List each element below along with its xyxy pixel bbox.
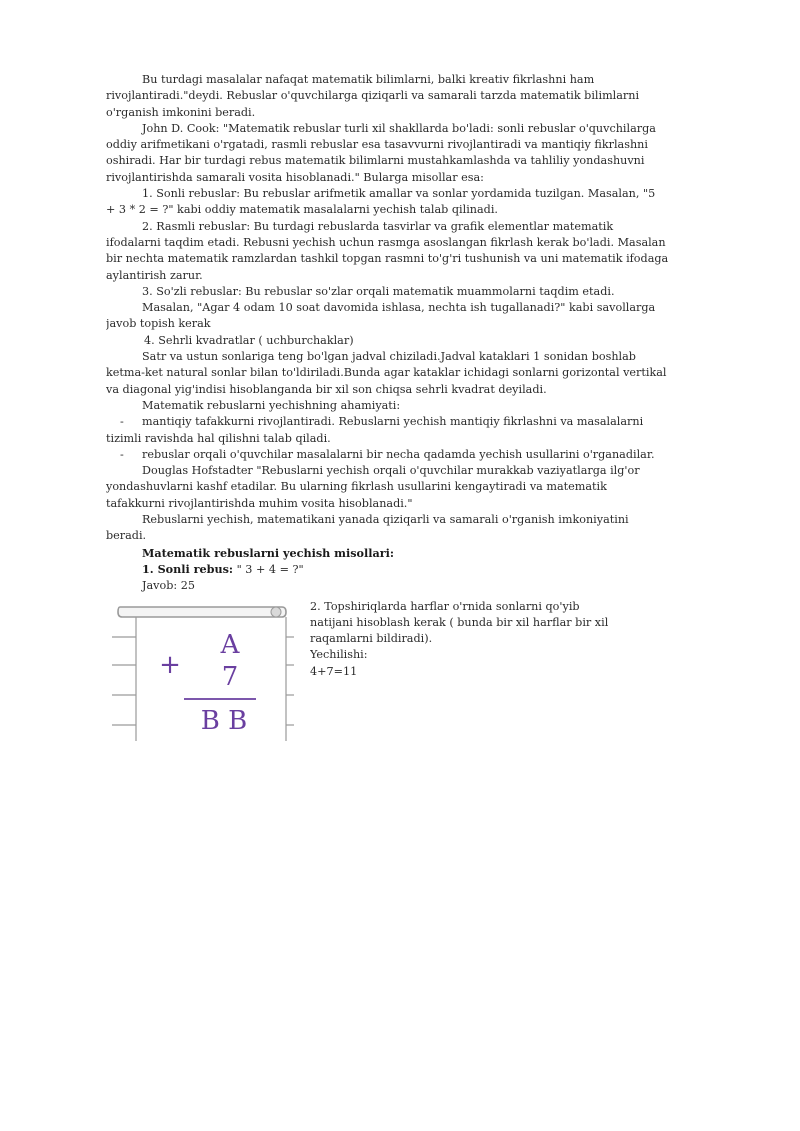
text-line: yondashuvlarni kashf etadilar. Bu ularning fikrlash usullarini kengaytiradi va matematik: [106, 480, 607, 494]
text-line: rivojlantirishda samarali vosita hisoblanadi." Bularga misollar esa:: [106, 170, 484, 184]
text-line: beradi.: [106, 529, 147, 543]
text-line: rivojlantiradi."deydi. Rebuslar o'quvchilarga qiziqarli va samarali tarzda matematik bilimlarni: [106, 89, 640, 103]
text-line: natijani hisoblash kerak ( bunda bir xil harflar bir xil: [310, 615, 609, 629]
text-line: va diagonal yig'indisi hisoblanganda bir xil son chiqsa sehrli kvadrat deyiladi.: [106, 382, 547, 396]
rebus-middle: 7: [221, 661, 239, 692]
text-line: Yechilishi:: [310, 648, 368, 662]
rebus-example: [106, 599, 688, 749]
text-line: 4+7=11: [310, 664, 358, 678]
bullet-dash: -: [120, 447, 124, 461]
example-line: [106, 561, 688, 578]
text-line: 2. Topshiriqlarda harflar o'rnida sonlarni qo'yib: [310, 599, 580, 613]
example-expression: " 3 + 4 = ?": [233, 562, 304, 576]
text-line: Bu turdagi masalalar nafaqat matematik bilimlarni, balki kreativ fikrlashni ham: [142, 73, 595, 86]
rebus-image: [106, 599, 300, 741]
bullet-text: rebuslar orqali o'quvchilar masalalarni bir necha qadamda yechish usullarini o'rganadilar.: [142, 447, 655, 461]
bullet-dash: -: [120, 415, 124, 429]
text-line: o'rganish imkonini beradi.: [106, 105, 256, 119]
example-answer: Javob: 25: [142, 579, 195, 593]
rebus-plus: +: [159, 649, 181, 680]
text-line: tafakkurni rivojlantirishda muhim vosita hisoblanadi.": [106, 496, 413, 510]
list-item-line: 4. Sehrli kvadratlar ( uchburchaklar): [144, 333, 354, 347]
text-line: oshiradi. Har bir turdagi rebus matematik bilimlarni mustahkamlashda va tahliliy yondashuvni: [106, 154, 645, 168]
bullet-text: mantiqiy tafakkurni rivojlantiradi. Rebuslarni yechish mantiqiy fikrlashni va masalalarni: [142, 415, 644, 429]
text-line: Satr va ustun sonlariga teng bo'lgan jadval chiziladi.Jadval kataklari 1 sonidan boshlab: [142, 350, 636, 364]
rebus-top: A: [220, 629, 240, 660]
list-item-line: 1. Sonli rebuslar: Bu rebuslar arifmetik amallar va sonlar yordamida tuzilgan. Masalan, "5: [142, 187, 656, 201]
text-line: raqamlarni bildiradi).: [310, 632, 433, 646]
list-item-line: bir nechta matematik ramzlardan tashkil topgan rasmni to'g'ri tushunish va uni matematik ifodaga: [106, 252, 669, 266]
text-line: ketma-ket natural sonlar bilan to'ldiriladi.Bunda agar kataklar ichidagi sonlarni gorizontal vertikal: [106, 366, 667, 380]
bullet-item: [106, 447, 688, 463]
text-line: Matematik rebuslarni yechishning ahamiyati:: [142, 398, 401, 412]
text-line: John D. Cook: "Matematik rebuslar turli xil shakllarda bo'ladi: sonli rebuslar o'quvchilarga: [142, 121, 656, 135]
text-line: Rebuslarni yechish, matematikani yanada qiziqarli va samarali o'rganish imkoniyatini: [142, 513, 629, 527]
example-label: 1. Sonli rebus:: [142, 561, 234, 576]
list-item-line: aylantirish zarur.: [106, 268, 203, 282]
list-item-line: 2. Rasmli rebuslar: Bu turdagi rebuslarda tasvirlar va grafik elementlar matematik: [142, 219, 614, 233]
list-item-line: Masalan, "Agar 4 odam 10 soat davomida ishlasa, nechta ish tugallanadi?" kabi savollarga: [142, 301, 656, 315]
section-heading: Matematik rebuslarni yechish misollari:: [142, 545, 395, 560]
document-page: [106, 72, 688, 749]
text-line: oddiy arifmetikani o'rgatadi, rasmli rebuslar esa tasavvurni rivojlantiradi va mantiqiy fikrlashni: [106, 138, 648, 152]
bullet-item: [106, 414, 688, 430]
list-item-line: 3. So'zli rebuslar: Bu rebuslar so'zlar orqali matematik muammolarni taqdim etadi.: [142, 284, 615, 298]
text-line: tizimli ravishda hal qilishni talab qiladi.: [106, 431, 331, 445]
rebus-description: [310, 599, 680, 680]
list-item-line: ifodalarni taqdim etadi. Rebusni yechish uchun rasmga asoslangan fikrlash kerak bo'ladi. Masalan: [106, 235, 666, 249]
list-item-line: javob topish kerak: [106, 317, 211, 331]
list-item-line: + 3 * 2 = ?" kabi oddiy matematik masalalarni yechish talab qilinadi.: [106, 203, 498, 217]
text-line: Douglas Hofstadter "Rebuslarni yechish orqali o'quvchilar murakkab vaziyatlarga ilg'or: [142, 464, 640, 478]
rebus-result: B B: [200, 705, 248, 736]
